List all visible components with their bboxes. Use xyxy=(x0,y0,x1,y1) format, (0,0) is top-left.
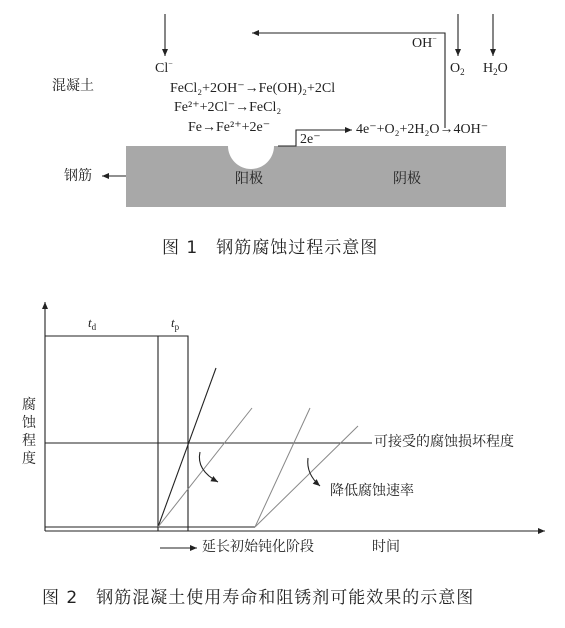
y-axis-label-char-2: 蚀 xyxy=(22,415,36,431)
equation-3: Fe→Fe²⁺+2e⁻ xyxy=(188,120,271,135)
td-box xyxy=(45,336,158,531)
delay-label: 延长初始钝化阶段 xyxy=(202,539,314,555)
chloride-ion-label: Cl− xyxy=(155,59,173,76)
rate-reduction-label: 降低腐蚀速率 xyxy=(330,483,414,499)
tp-box xyxy=(158,336,188,531)
concrete-label: 混凝土 xyxy=(52,78,94,94)
oxygen-label: $O_2$ xyxy=(450,61,465,77)
hydroxide-top-label: OH− xyxy=(412,34,437,51)
delayed-reduced-line xyxy=(255,426,358,527)
tp-label: $t_p$ xyxy=(171,315,180,332)
rebar-label: 钢筋 xyxy=(64,168,92,184)
rebar-block xyxy=(126,146,506,207)
y-axis-label-char-3: 程 xyxy=(22,433,36,449)
figure-2-caption: 图 2 钢筋混凝土使用寿命和阻锈剂可能效果的示意图 xyxy=(42,588,475,608)
original-rate-line xyxy=(158,368,216,527)
y-axis-label-char-1: 腐 xyxy=(22,397,36,413)
rate-arrow-1 xyxy=(199,452,218,482)
equation-1: FeCl₂+2OH⁻→Fe(OH)₂+2Cl xyxy=(170,81,336,96)
td-label: $t_d$ xyxy=(88,315,97,332)
water-label: $H_2O$ xyxy=(483,61,508,77)
y-axis-label-char-4: 度 xyxy=(22,451,36,467)
cathode-equation: 4e⁻+O₂+2H₂O→4OH⁻ xyxy=(356,122,489,137)
x-axis-label: 时间 xyxy=(372,539,400,555)
threshold-label: 可接受的腐蚀损坏程度 xyxy=(374,434,514,450)
cathode-label: 阴极 xyxy=(393,171,421,187)
delayed-steep-line xyxy=(255,408,310,527)
figure-1-caption: 图 1 钢筋腐蚀过程示意图 xyxy=(162,238,379,258)
electron-label: 2e⁻ xyxy=(300,132,321,147)
equation-2: Fe²⁺+2Cl⁻→FeCl₂ xyxy=(174,100,282,115)
rate-arrow-2 xyxy=(308,458,320,486)
reduced-rate-line xyxy=(158,408,252,527)
anode-label: 阳极 xyxy=(235,171,263,187)
